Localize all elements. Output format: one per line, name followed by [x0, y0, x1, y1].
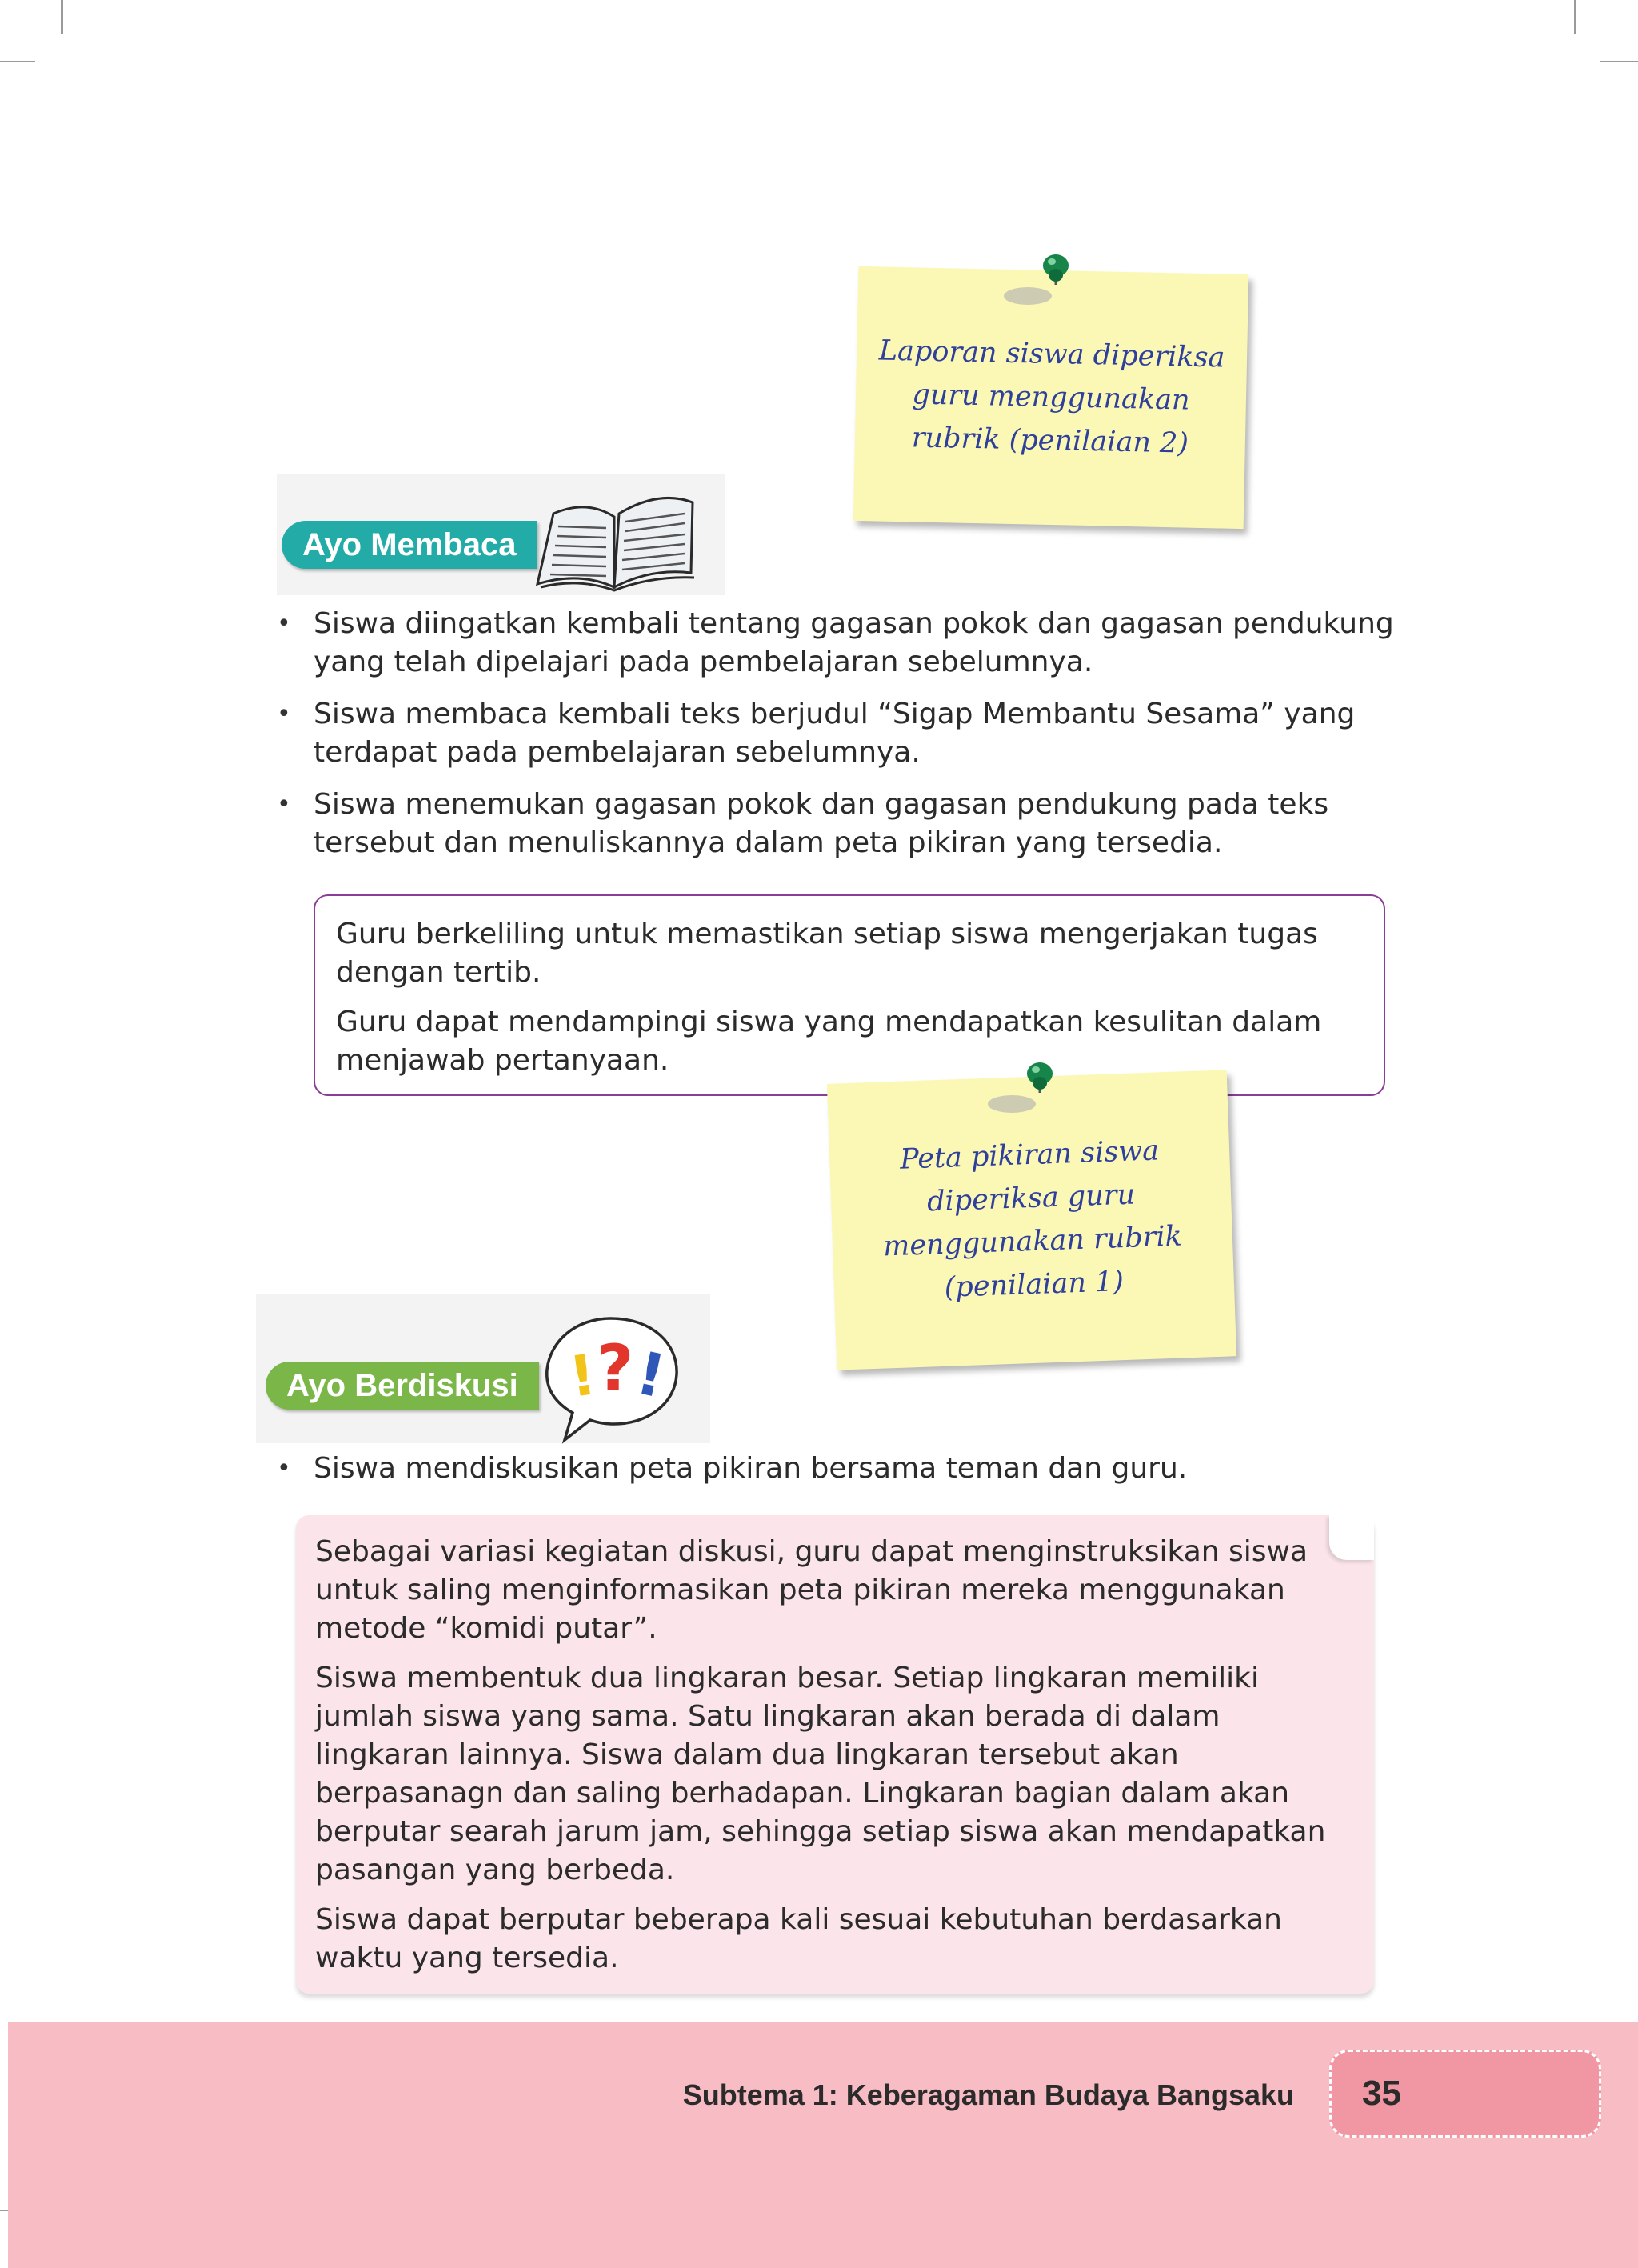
sticky-note-text: Laporan siswa diperiksa guru menggunakan rubrik (penilaian 2) [878, 334, 1225, 460]
list-item: • Siswa menemukan gagasan pokok dan gagasan pendukung pada teks tersebut dan menuliskannya dalam peta pikiran yang tersedia. [277, 786, 1412, 862]
footer-subtema-title: Subtema 1: Keberagaman Budaya Bangsaku [682, 2078, 1294, 2111]
variation-paragraph: Siswa membentuk dua lingkaran besar. Setiap lingkaran memiliki jumlah siswa yang sama. Satu lingkaran akan berada di dalam lingkaran lainnya. Siswa dalam dua lingkaran tersebut akan berpasanagn dan saling berhadapan. Lingkaran bagian dalam akan berputar searah jarum jam, sehingga setiap siswa akan mendapatkan pasangan yang berbeda. [315, 1662, 1326, 1886]
pushpin-icon [976, 1056, 1064, 1120]
open-book-icon [531, 490, 702, 592]
diskusi-bullet-list [277, 1450, 1412, 1502]
variation-paragraph: Siswa dapat berputar beberapa kali sesuai kebutuhan berdasarkan waktu yang tersedia. [315, 1903, 1282, 1974]
section-title-ayo-berdiskusi: Ayo Berdiskusi [266, 1362, 539, 1410]
list-item: • Siswa membaca kembali teks berjudul “Sigap Membantu Sesama” yang terdapat pada pembelajaran sebelumnya. [277, 695, 1412, 772]
page-number-badge: 35 [1329, 2050, 1601, 2138]
list-item: • Siswa mendiskusikan peta pikiran bersama teman dan guru. [277, 1450, 1412, 1488]
svg-text:!: ! [565, 1342, 600, 1410]
page-footer [8, 2022, 1638, 2268]
crop-mark [61, 0, 63, 34]
svg-text:?: ? [597, 1331, 634, 1406]
teacher-note-paragraph: Guru berkeliling untuk memastikan setiap siswa mengerjakan tugas dengan tertib. [336, 918, 1318, 989]
crop-mark [1574, 0, 1576, 34]
teacher-note-box [314, 894, 1385, 1096]
speech-bubble-icon [541, 1312, 685, 1445]
pushpin-icon [992, 248, 1080, 312]
sticky-note-text: Peta pikiran siswa diperiksa guru menggunakan rubrik (penilaian 1) [882, 1134, 1183, 1304]
svg-text:!: ! [630, 1338, 672, 1412]
section-title-ayo-membaca: Ayo Membaca [282, 521, 537, 569]
crop-mark [1600, 61, 1638, 62]
membaca-bullet-list [277, 605, 1412, 876]
variation-note-box [296, 1515, 1374, 1994]
teacher-note-paragraph: Guru dapat mendampingi siswa yang mendapatkan kesulitan dalam menjawab pertanyaan. [336, 1006, 1322, 1077]
folded-corner [1329, 1515, 1374, 1560]
crop-mark [0, 61, 35, 62]
list-item: • Siswa diingatkan kembali tentang gagasan pokok dan gagasan pendukung yang telah dipelajari pada pembelajaran sebelumnya. [277, 605, 1412, 682]
variation-paragraph: Sebagai variasi kegiatan diskusi, guru dapat menginstruksikan siswa untuk saling menginformasikan peta pikiran mereka menggunakan metode “komidi putar”. [315, 1535, 1308, 1645]
